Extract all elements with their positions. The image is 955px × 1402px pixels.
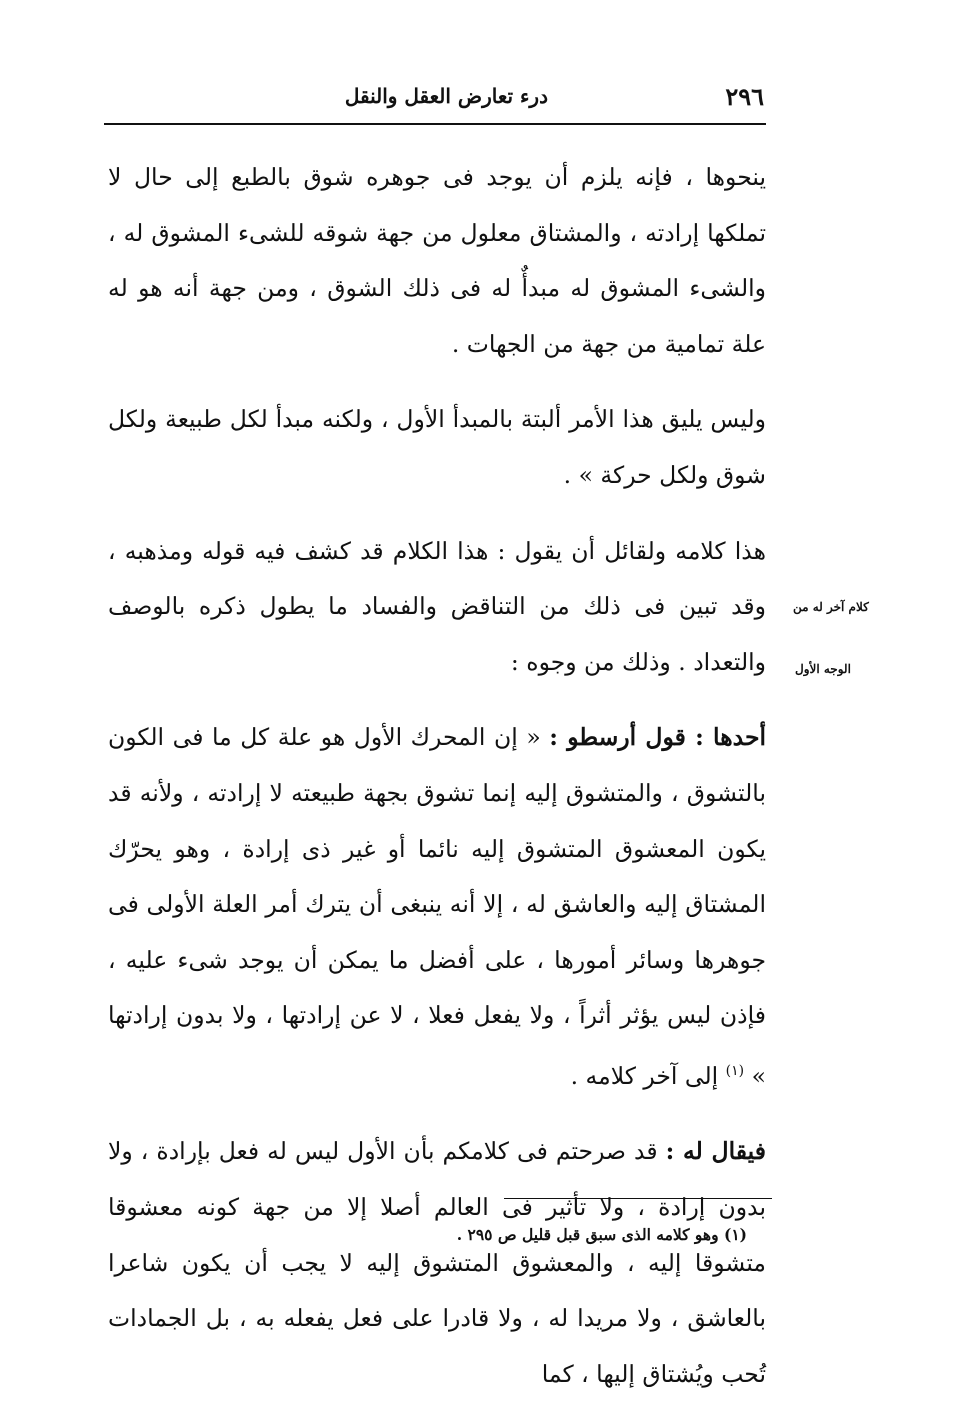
paragraph-4-text: « إن المحرك الأول هو علة كل ما فى الكون بالتشوق ، والمتشوق إليه إنما تشوق بجهة طبيعته لا إرادته ، ولأنه قد يكون المعشوق المتشوق إليه نائما أو غير ذى إرادة ، وهو يحرّك المشتاق إليه والعاشق له ، إلا أنه ينبغى أن يترك أمر العلة الأولى فى جوهرها وسائر أمورها ، على أفضل ما يمكن أن يوجد شىء عليه ، فإذن ليس يؤثر أثراً ، ولا يفعل فعلا ، لا عن إرادتها ، ولا بدون إرادتها »	[108, 723, 766, 1090]
paragraph-5	[108, 1124, 766, 1402]
paragraph-2: وليس يليق هذا الأمر ألبتة بالمبدأ الأول ، ولكنه مبدأ لكل طبيعة ولكل شوق ولكل حركة » .	[108, 405, 766, 489]
paragraph-5-lead: فيقال له :	[665, 1137, 766, 1166]
paragraph-4-lead: أحدها : قول أرسطو :	[549, 723, 766, 752]
running-title: درء تعارض العقل والنقل	[344, 84, 548, 108]
main-text	[108, 150, 766, 1402]
page-number: ٢٩٦	[725, 82, 764, 111]
header-rule	[104, 123, 766, 125]
paragraph-3: هذا كلامه ولقائل أن يقول : هذا الكلام قد كشف فيه قوله ومذهبه ، وقد تبين فى ذلك من التناقض والفساد ما يطول ذكره بالوصف والتعداد . وذلك من وجوه :	[108, 536, 766, 676]
margin-note-2: الوجه الأول	[795, 662, 851, 676]
paragraph-5-text: قد صرحتم فى كلامكم بأن الأول ليس له فعل بإرادة ، ولا بدون إرادة ، ولا تأثير فى العالم أصلا إلا من جهة كونه معشوقا متشوقا إليه ، والمعشوق المتشوق إليه لا يجب أن يكون شاعرا بالعاشق ، ولا مريدا له ، ولا قادرا على فعل يفعله به ، بل الجمادات تُحب ويُشتاق إليها ، كما	[108, 1137, 766, 1388]
margin-note-1: كلام آخر له من	[793, 600, 869, 614]
footnote-rule	[504, 1198, 772, 1199]
paragraph-4	[108, 710, 766, 1104]
paragraph-4-end: إلى آخر كلامه .	[570, 1061, 719, 1090]
footnote: (١) وهو كلامه الذى سبق قبل قليل ص ٢٩٥ .	[456, 1225, 747, 1244]
page-header	[104, 78, 766, 118]
footnote-ref: (١)	[725, 1062, 745, 1079]
paragraph-1: ينحوها ، فإنه يلزم أن يوجد فى جوهره شوق بالطبع إلى حال لا تملكها إرادته ، والمشتاق معلول من جهة شوقه للشىء المشوق له ، والشىء المشوق له مبدأٌ له فى ذلك الشوق ، ومن جهة أنه هو له علة تمامية من جهة من الجهات .	[108, 163, 766, 358]
